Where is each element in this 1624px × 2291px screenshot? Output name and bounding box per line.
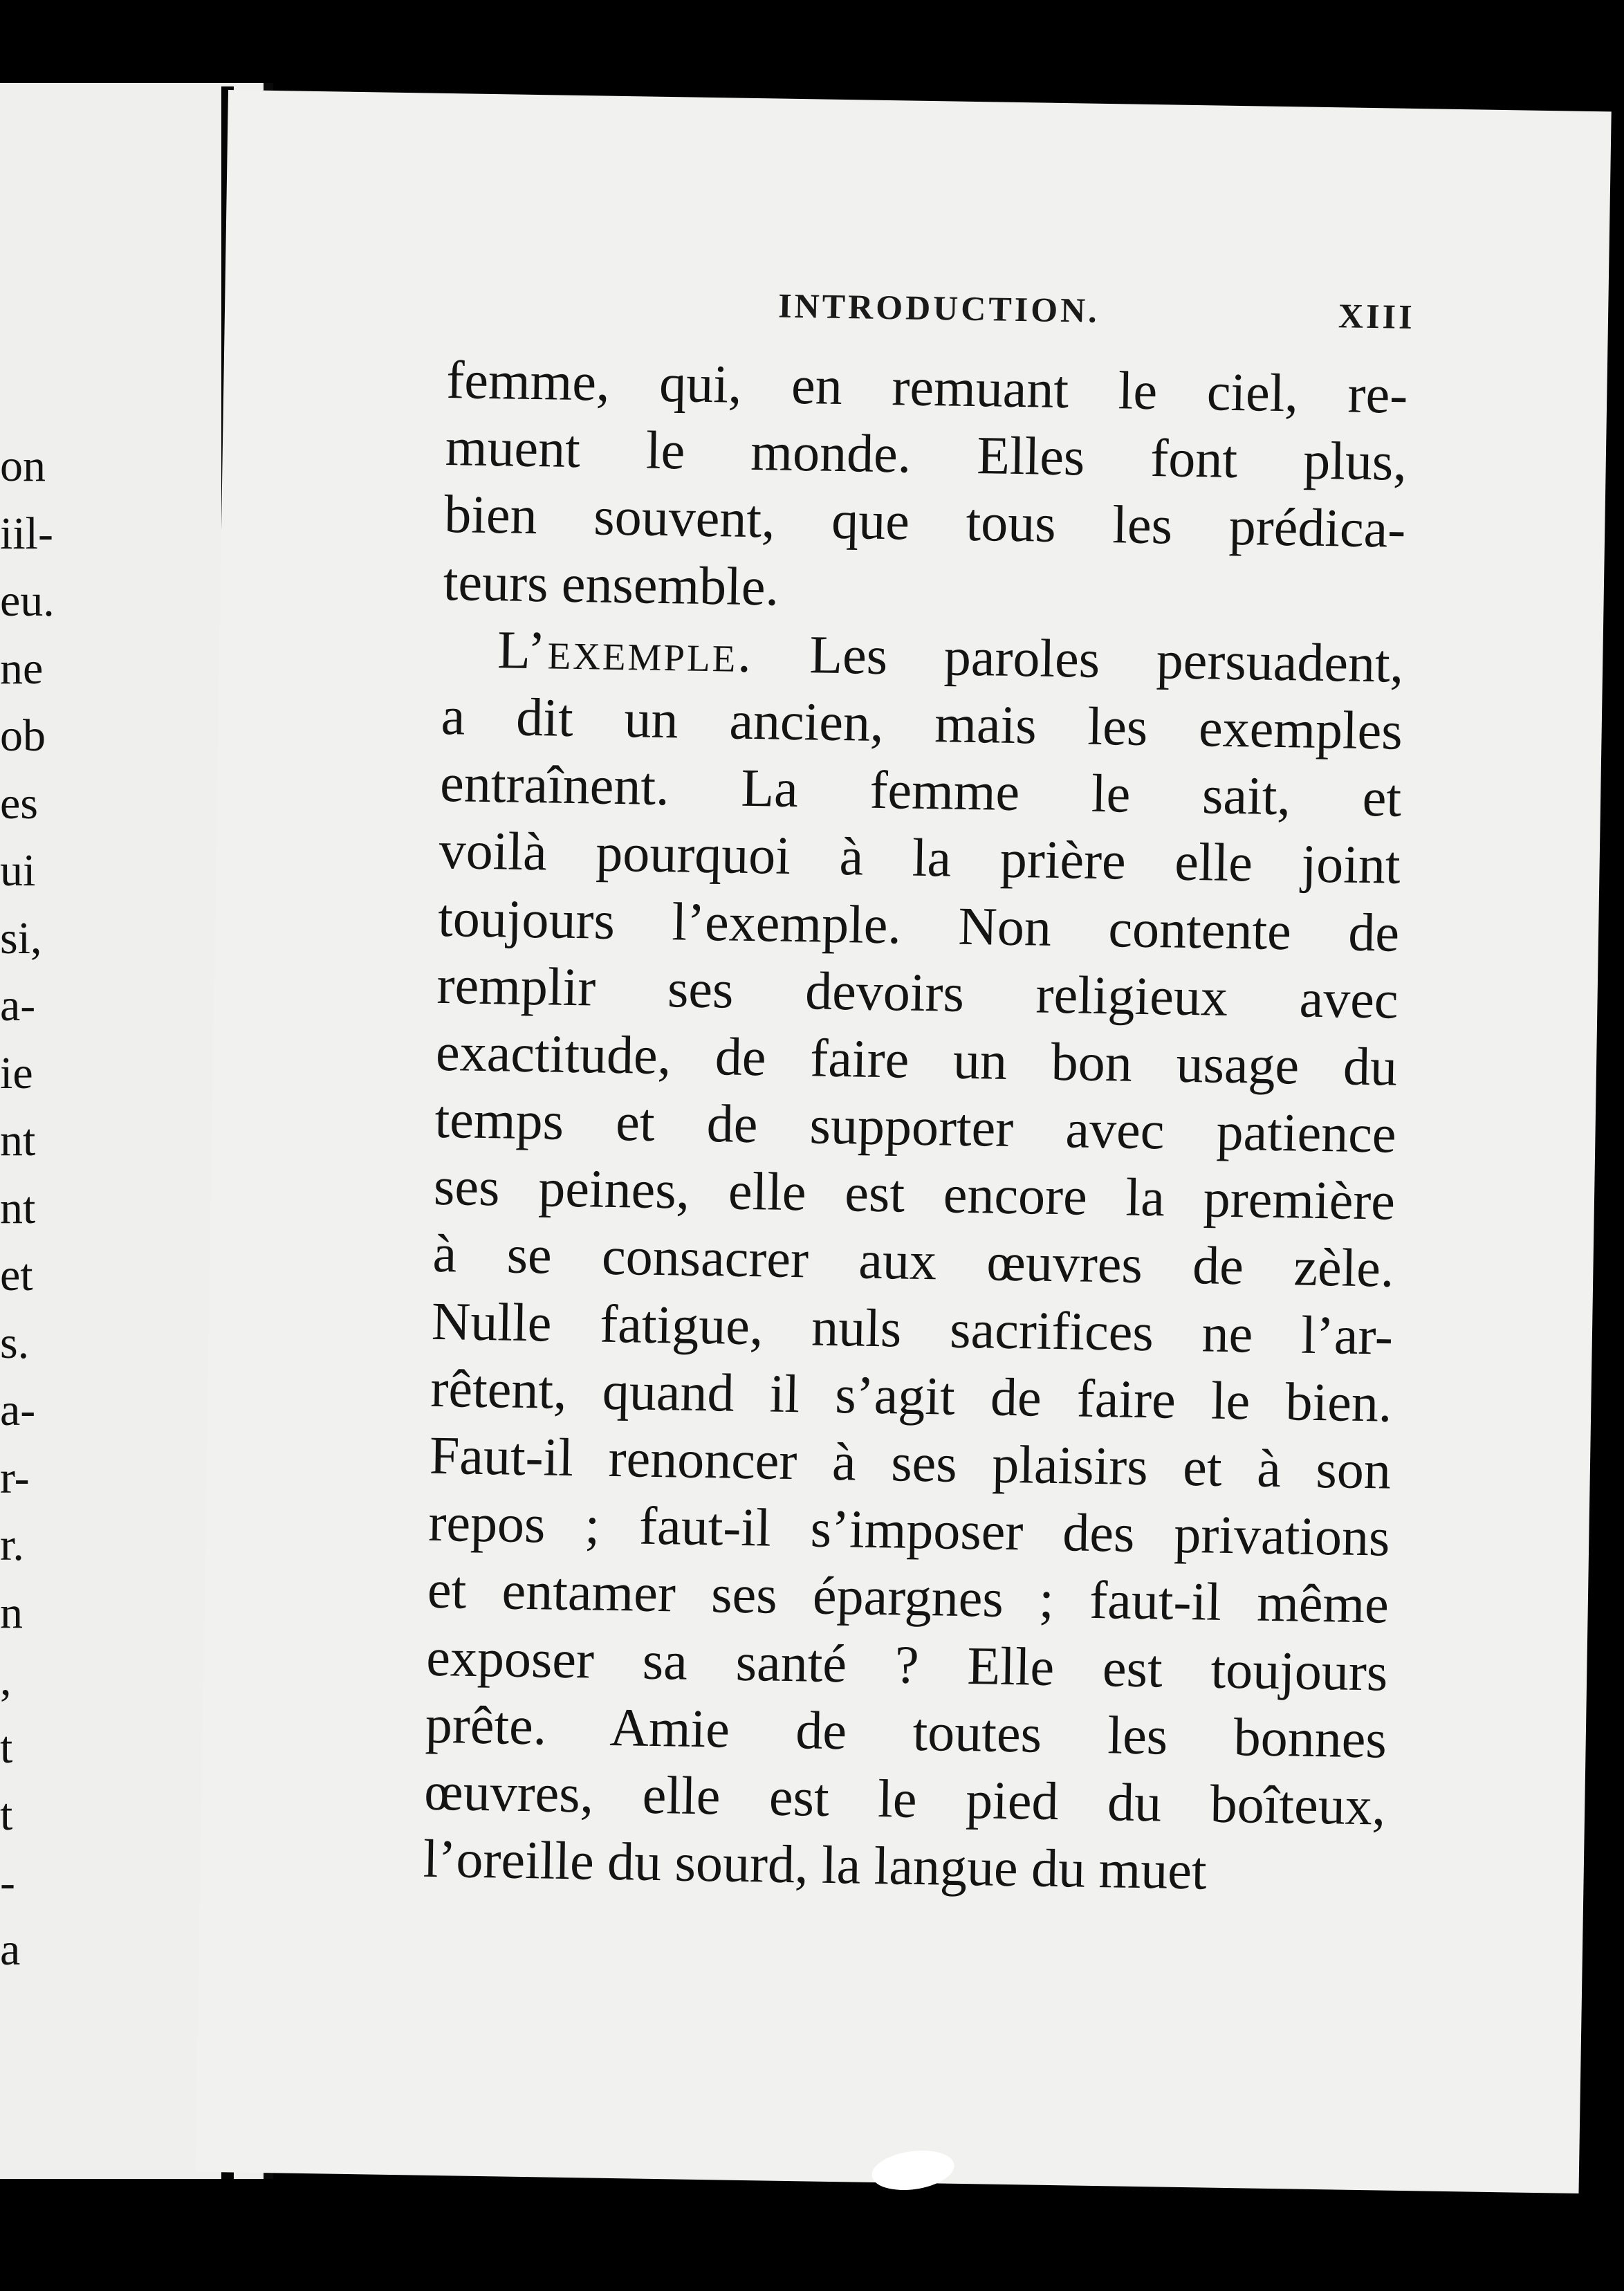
page-number: XIII: [1338, 296, 1415, 336]
left-fragment: r.: [0, 1520, 24, 1570]
text-line: teurs ensemble.: [443, 551, 779, 617]
text-line: Nulle fatigue, nuls sacrifices ne l’ar-: [431, 1290, 1394, 1366]
right-page: [196, 90, 1612, 2193]
left-fragment: t: [0, 1789, 13, 1840]
left-page-text-fragments: [0, 432, 83, 1984]
left-fragment: es: [0, 778, 38, 829]
text-line: femme, qui, en remuant le ciel, re-: [445, 349, 1408, 425]
left-fragment: a: [0, 1924, 21, 1975]
left-fragment: a-: [0, 1385, 36, 1435]
text-line: à se consacrer aux œuvres de zèle.: [432, 1223, 1395, 1299]
left-fragment: iil-: [0, 508, 53, 559]
left-fragment: nt: [0, 1115, 36, 1166]
left-fragment: n: [0, 1587, 23, 1638]
text-line: exposer sa santé ? Elle est toujours: [425, 1626, 1388, 1702]
text-line: œuvres, elle est le pied du boîteux,: [423, 1760, 1386, 1837]
text-line: voilà pourquoi à la prière elle joint: [439, 820, 1401, 896]
text-line: ses peines, elle est encore la première: [433, 1156, 1396, 1231]
text-line: entraînent. La femme le sait, et: [439, 753, 1402, 828]
text-line: muent le monde. Elles font plus,: [445, 416, 1408, 493]
text-line: repos ; faut-il s’imposer des privations: [427, 1491, 1391, 1567]
section-heading: L’exemple.: [497, 618, 754, 683]
left-fragment: si,: [0, 912, 42, 964]
left-fragment: ie: [0, 1047, 33, 1098]
text-line: et entamer ses épargnes ; faut-il même: [427, 1559, 1390, 1635]
left-fragment: t: [0, 1722, 13, 1773]
left-fragment: ob: [0, 710, 46, 761]
left-fragment: ui: [0, 845, 36, 896]
left-fragment: on: [0, 441, 46, 491]
running-head: INTRODUCTION.: [777, 286, 1100, 330]
left-fragment: r-: [0, 1452, 30, 1503]
left-fragment: nt: [0, 1182, 36, 1233]
text-line: remplir ses devoirs religieux avec: [436, 954, 1399, 1030]
text-line: exactitude, de faire un bon usage du: [435, 1021, 1398, 1097]
left-fragment: eu.: [0, 576, 55, 626]
text-line: temps et de supporter avec patience: [434, 1088, 1397, 1164]
left-fragment: et: [0, 1250, 33, 1300]
left-fragment: a-: [0, 980, 36, 1031]
text-line: l’oreille du sourd, la langue du muet: [423, 1828, 1208, 1901]
text-line-rest: Les paroles persuadent,: [753, 623, 1404, 694]
left-fragment: ,: [0, 1655, 12, 1705]
left-fragment: ne: [0, 643, 44, 694]
text-line: a dit un ancien, mais les exemples: [441, 685, 1403, 761]
text-line: bien souvent, que tous les prédica-: [443, 484, 1406, 560]
left-fragment: s.: [0, 1317, 30, 1368]
text-line: toujours l’exemple. Non contente de: [437, 887, 1400, 963]
body-text: [423, 346, 1408, 1907]
text-line: prête. Amie de toutes les bonnes: [425, 1693, 1387, 1769]
text-line: rêtent, quand il s’agit de faire le bien.: [430, 1357, 1393, 1433]
text-line: Faut-il renoncer à ses plaisirs et à son: [429, 1424, 1392, 1500]
left-fragment: -: [0, 1857, 15, 1908]
